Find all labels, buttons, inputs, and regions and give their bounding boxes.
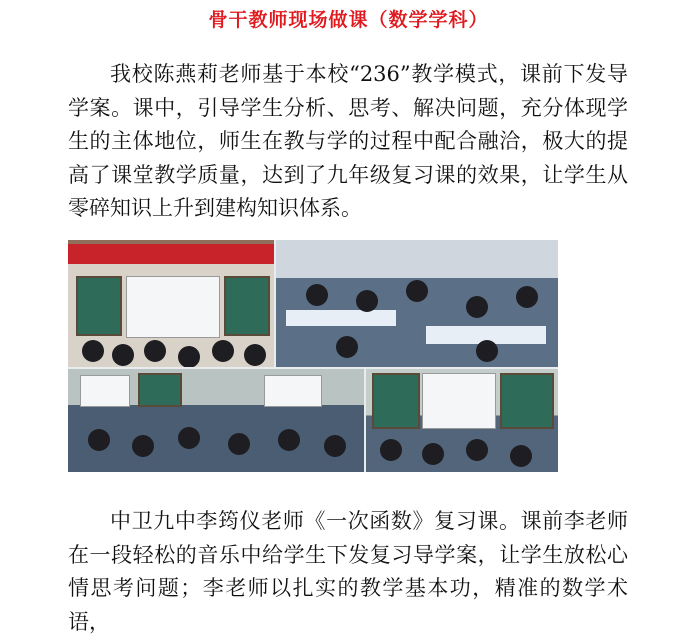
student-head [88,429,110,451]
student-head [356,290,378,312]
student-head [178,427,200,449]
red-banner [68,244,274,264]
student-head [132,435,154,457]
student-head [422,443,444,465]
projector-screen [80,375,130,407]
blackboard [224,276,270,336]
student-head [112,344,134,366]
page-title: 骨干教师现场做课（数学学科） [208,9,489,31]
photo-students-at-desks [276,240,558,367]
classroom-photo-collage [68,240,558,472]
photo-teacher-at-screen [68,240,274,367]
student-head [336,336,358,358]
student-head [306,284,328,306]
student-head [466,439,488,461]
student-head [380,439,402,461]
student-head [212,340,234,362]
student-head [144,340,166,362]
student-head [324,435,346,457]
photo-teacher-at-board [366,369,558,472]
student-head [476,340,498,362]
blackboard [372,373,420,429]
projector-screen [264,375,322,407]
student-head [278,429,300,451]
student-head [406,280,428,302]
paragraph-chen: 我校陈燕莉老师基于本校“236”教学模式，课前下发导学案。课中，引导学生分析、思考、解决问题，充分体现学生的主体地位，师生在教与学的过程中配合融洽，极大的提高了课堂教学质量，达到了九年级复习课的效果，让学生从零碎知识上升到建构知识体系。 [68,62,628,220]
student-head [510,445,532,467]
student-head [82,340,104,362]
student-head [178,346,200,367]
student-head [516,286,538,308]
desk [286,310,396,326]
student-head [244,344,266,366]
projector-screen [422,373,496,429]
projector-screen [126,276,220,338]
blackboard [76,276,122,336]
photo-classroom-rear-view [68,369,364,472]
student-head [466,296,488,318]
student-head [228,433,250,455]
paragraph-li: 中卫九中李筠仪老师《一次函数》复习课。课前李老师在一段轻松的音乐中给学生下发复习导学案，让学生放松心情思考问题；李老师以扎实的教学基本功，精准的数学术语， [68,509,628,634]
blackboard [500,373,554,429]
blackboard [138,373,182,407]
